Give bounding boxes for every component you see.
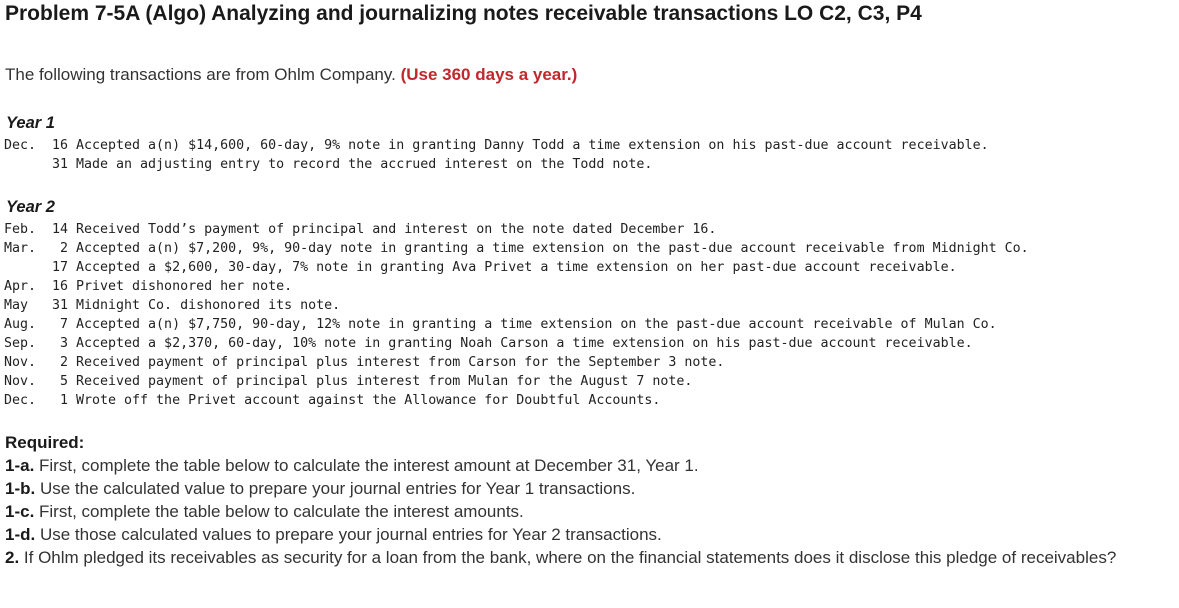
tx-day: 17 xyxy=(51,260,68,275)
tx-day: 1 xyxy=(59,393,68,408)
tx-day: 5 xyxy=(59,374,68,389)
tx-day: 2 xyxy=(59,241,68,256)
transaction-row xyxy=(4,136,989,155)
tx-description: Accepted a(n) $7,750, 90-day, 12% note in granting a time extension on the past-due account receivable of Mulan Co. xyxy=(76,317,997,332)
tx-day: 3 xyxy=(59,336,68,351)
tx-month: Mar. xyxy=(4,241,37,256)
requirement-text: First, complete the table below to calculate the interest amounts. xyxy=(34,502,524,521)
requirement-label: 2. xyxy=(5,548,20,567)
requirement-label: 1-d. xyxy=(5,525,36,544)
tx-description: Wrote off the Privet account against the Allowance for Doubtful Accounts. xyxy=(76,393,661,408)
tx-description: Accepted a(n) $7,200, 9%, 90-day note in granting a time extension on the past-due account receivable from Midnight Co. xyxy=(76,241,1029,256)
tx-month: Dec. xyxy=(4,393,37,408)
year-1-transactions xyxy=(4,136,989,174)
tx-description: Accepted a(n) $14,600, 60-day, 9% note in granting Danny Todd a time extension on his past-due account receivable. xyxy=(76,138,989,153)
tx-month xyxy=(4,155,44,174)
year-1-heading: Year 1 xyxy=(6,114,55,132)
tx-day: 2 xyxy=(59,355,68,370)
requirement-text: Use the calculated value to prepare your journal entries for Year 1 transactions. xyxy=(35,479,636,498)
requirement-1d xyxy=(5,523,1175,546)
tx-month xyxy=(4,258,44,277)
year-2-heading: Year 2 xyxy=(6,198,55,216)
requirement-label: 1-a. xyxy=(5,456,35,475)
tx-description: Received payment of principal plus interest from Mulan for the August 7 note. xyxy=(76,374,693,389)
transaction-row xyxy=(4,372,1029,391)
requirement-text: If Ohlm pledged its receivables as security for a loan from the bank, where on the financial statements does it disclose this pledge of receivables? xyxy=(19,548,1117,567)
transaction-row xyxy=(4,277,1029,296)
tx-day: 31 xyxy=(51,298,68,313)
tx-description: Received payment of principal plus interest from Carson for the September 3 note. xyxy=(76,355,725,370)
tx-description: Privet dishonored her note. xyxy=(76,279,293,294)
tx-month: May xyxy=(4,298,29,313)
tx-month: Feb. xyxy=(4,222,37,237)
transaction-row xyxy=(4,220,1029,239)
tx-month: Apr. xyxy=(4,279,37,294)
tx-description: Accepted a $2,370, 60-day, 10% note in granting Noah Carson a time extension on his past-due account receivable. xyxy=(76,336,973,351)
tx-month: Nov. xyxy=(4,355,37,370)
requirement-2 xyxy=(5,546,1175,569)
required-heading: Required: xyxy=(5,433,85,452)
intro-sentence: The following transactions are from Ohlm Company. xyxy=(5,65,401,84)
required-section xyxy=(5,431,1175,569)
tx-description: Accepted a $2,600, 30-day, 7% note in granting Ava Privet a time extension on her past-due account receivable. xyxy=(76,260,957,275)
tx-day: 7 xyxy=(59,317,68,332)
year-2-transactions xyxy=(4,220,1029,410)
requirement-1b xyxy=(5,477,1175,500)
transaction-row xyxy=(4,239,1029,258)
problem-title: Problem 7-5A (Algo) Analyzing and journalizing notes receivable transactions LO C2, C3, P4 xyxy=(5,2,922,25)
transaction-row xyxy=(4,258,1029,277)
transaction-row xyxy=(4,296,1029,315)
requirement-text: Use those calculated values to prepare your journal entries for Year 2 transactions. xyxy=(35,525,662,544)
tx-day: 14 xyxy=(51,222,68,237)
tx-month: Sep. xyxy=(4,336,37,351)
tx-day: 16 xyxy=(51,279,68,294)
requirement-label: 1-c. xyxy=(5,502,35,521)
transaction-row xyxy=(4,391,1029,410)
tx-month: Aug. xyxy=(4,317,37,332)
tx-month: Dec. xyxy=(4,138,37,153)
tx-description: Received Todd’s payment of principal and interest on the note dated December 16. xyxy=(76,222,717,237)
transaction-row xyxy=(4,334,1029,353)
requirement-text: First, complete the table below to calculate the interest amount at December 31, Year 1. xyxy=(34,456,699,475)
tx-description: Midnight Co. dishonored its note. xyxy=(76,298,341,313)
requirement-1a xyxy=(5,454,1175,477)
transaction-row xyxy=(4,315,1029,334)
tx-day: 16 xyxy=(51,138,68,153)
requirement-1c xyxy=(5,500,1175,523)
requirement-label: 1-b. xyxy=(5,479,36,498)
intro-text xyxy=(5,65,577,85)
tx-day: 31 xyxy=(51,157,68,172)
transaction-row xyxy=(4,155,989,174)
tx-month: Nov. xyxy=(4,374,37,389)
tx-description: Made an adjusting entry to record the accrued interest on the Todd note. xyxy=(76,157,653,172)
days-note: (Use 360 days a year.) xyxy=(400,65,578,84)
transaction-row xyxy=(4,353,1029,372)
